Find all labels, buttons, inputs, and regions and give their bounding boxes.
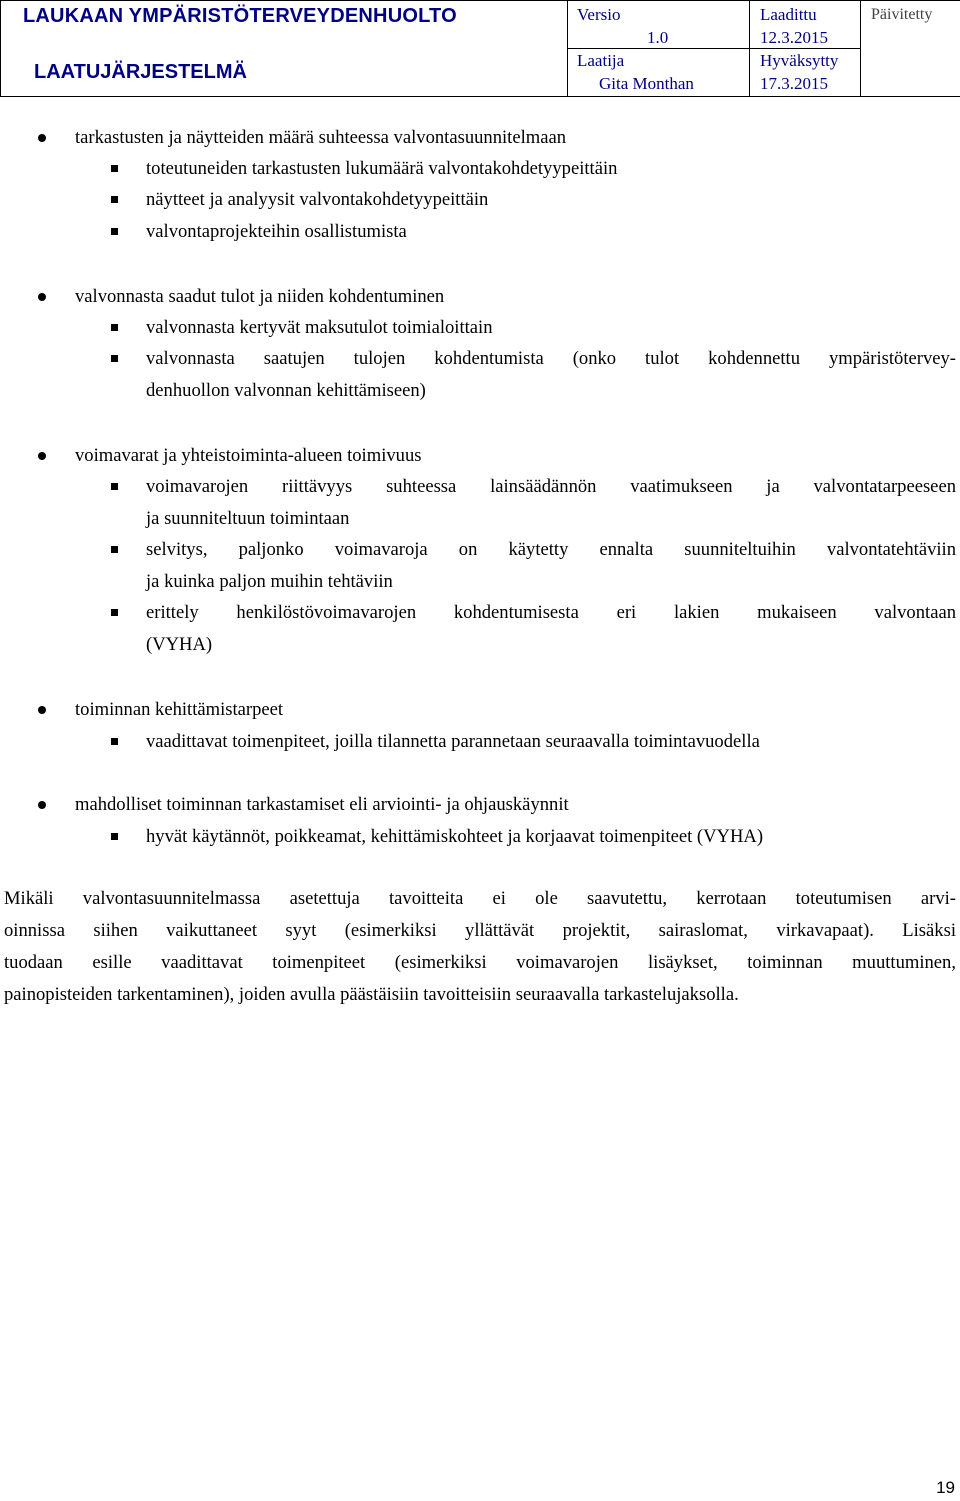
bullet-icon <box>38 706 46 714</box>
sub-list-item: selvitys, paljonko voimavaroja on käytetty ennalta suunniteltuihin valvontatehtäviin <box>146 539 956 560</box>
bullet-icon <box>38 452 46 460</box>
sub-list-item: valvontaprojekteihin osallistumista <box>146 221 407 242</box>
list-item: valvonnasta saadut tulot ja niiden kohdentuminen <box>75 286 445 307</box>
square-bullet-icon <box>111 228 118 235</box>
updated-label: Päivitetty <box>871 6 933 23</box>
square-bullet-icon <box>111 196 118 203</box>
bullet-icon <box>38 801 46 809</box>
sub-list-item: vaadittavat toimenpiteet, joilla tilannetta parannetaan seuraavalla toimintavuodella <box>146 731 760 752</box>
author-name: Gita Monthan <box>599 74 694 93</box>
square-bullet-icon <box>111 165 118 172</box>
square-bullet-icon <box>111 609 118 616</box>
page-number: 19 <box>936 1478 955 1497</box>
version-cell <box>568 1 750 49</box>
square-bullet-icon <box>111 833 118 840</box>
sub-list-item-continued: ja suunniteltuun toimintaan <box>146 508 350 529</box>
approved-cell <box>750 49 861 97</box>
approved-date: 17.3.2015 <box>760 74 828 93</box>
bullet-icon <box>38 134 46 142</box>
paragraph-line: oinnissa siihen vaikuttaneet syyt (esimerkiksi yllättävät projektit, sairaslomat, virkavapaat). Lisäksi <box>4 920 956 941</box>
author-label: Laatija <box>577 51 625 70</box>
created-date: 12.3.2015 <box>760 28 828 47</box>
list-item: voimavarat ja yhteistoiminta-alueen toimivuus <box>75 445 422 466</box>
list-item: toiminnan kehittämistarpeet <box>75 699 284 720</box>
organization-title: LAUKAAN YMPÄRISTÖTERVEYDENHUOLTO <box>23 5 457 27</box>
sub-list-item: toteutuneiden tarkastusten lukumäärä valvontakohdetyypeittäin <box>146 158 618 179</box>
bullet-icon <box>38 293 46 301</box>
square-bullet-icon <box>111 738 118 745</box>
version-value: 1.0 <box>647 28 669 47</box>
sub-list-item: erittely henkilöstövoimavarojen kohdentumisesta eri lakien mukaiseen valvontaan <box>146 602 956 623</box>
square-bullet-icon <box>111 324 118 331</box>
updated-cell <box>861 1 960 97</box>
document-title: LAATUJÄRJESTELMÄ <box>34 61 247 83</box>
sub-list-item-continued: (VYHA) <box>146 634 213 655</box>
sub-list-item-continued: ja kuinka paljon muihin tehtäviin <box>146 571 393 592</box>
approved-label: Hyväksytty <box>760 51 839 70</box>
sub-list-item: valvonnasta kertyvät maksutulot toimialoittain <box>146 317 493 338</box>
header-title-cell <box>1 1 568 97</box>
paragraph-line: painopisteiden tarkentaminen), joiden avulla päästäisiin tavoitteisiin seuraavalla tarkastelujaksolla. <box>4 984 739 1005</box>
sub-list-item: valvonnasta saatujen tulojen kohdentumista (onko tulot kohdennettu ympäristötervey- <box>146 348 956 369</box>
paragraph-line: Mikäli valvontasuunnitelmassa asetettuja tavoitteita ei ole saavutettu, kerrotaan toteutumisen arvi- <box>4 888 956 909</box>
square-bullet-icon <box>111 483 118 490</box>
list-item: mahdolliset toiminnan tarkastamiset eli arviointi- ja ohjauskäynnit <box>75 794 569 815</box>
sub-list-item-continued: denhuollon valvonnan kehittämiseen) <box>146 380 426 401</box>
sub-list-item: näytteet ja analyysit valvontakohdetyypeittäin <box>146 189 489 210</box>
square-bullet-icon <box>111 355 118 362</box>
version-label: Versio <box>577 5 621 24</box>
created-label: Laadittu <box>760 5 817 24</box>
paragraph-line: tuodaan esille vaadittavat toimenpiteet (esimerkiksi voimavarojen lisäykset, toiminnan muuttuminen, <box>4 952 956 973</box>
square-bullet-icon <box>111 546 118 553</box>
document-header <box>0 0 960 97</box>
sub-list-item: hyvät käytännöt, poikkeamat, kehittämiskohteet ja korjaavat toimenpiteet (VYHA) <box>146 826 764 847</box>
author-cell <box>568 49 750 97</box>
sub-list-item: voimavarojen riittävyys suhteessa lainsäädännön vaatimukseen ja valvontatarpeeseen <box>146 476 956 497</box>
list-item: tarkastusten ja näytteiden määrä suhteessa valvontasuunnitelmaan <box>75 127 567 148</box>
created-cell <box>750 1 861 49</box>
